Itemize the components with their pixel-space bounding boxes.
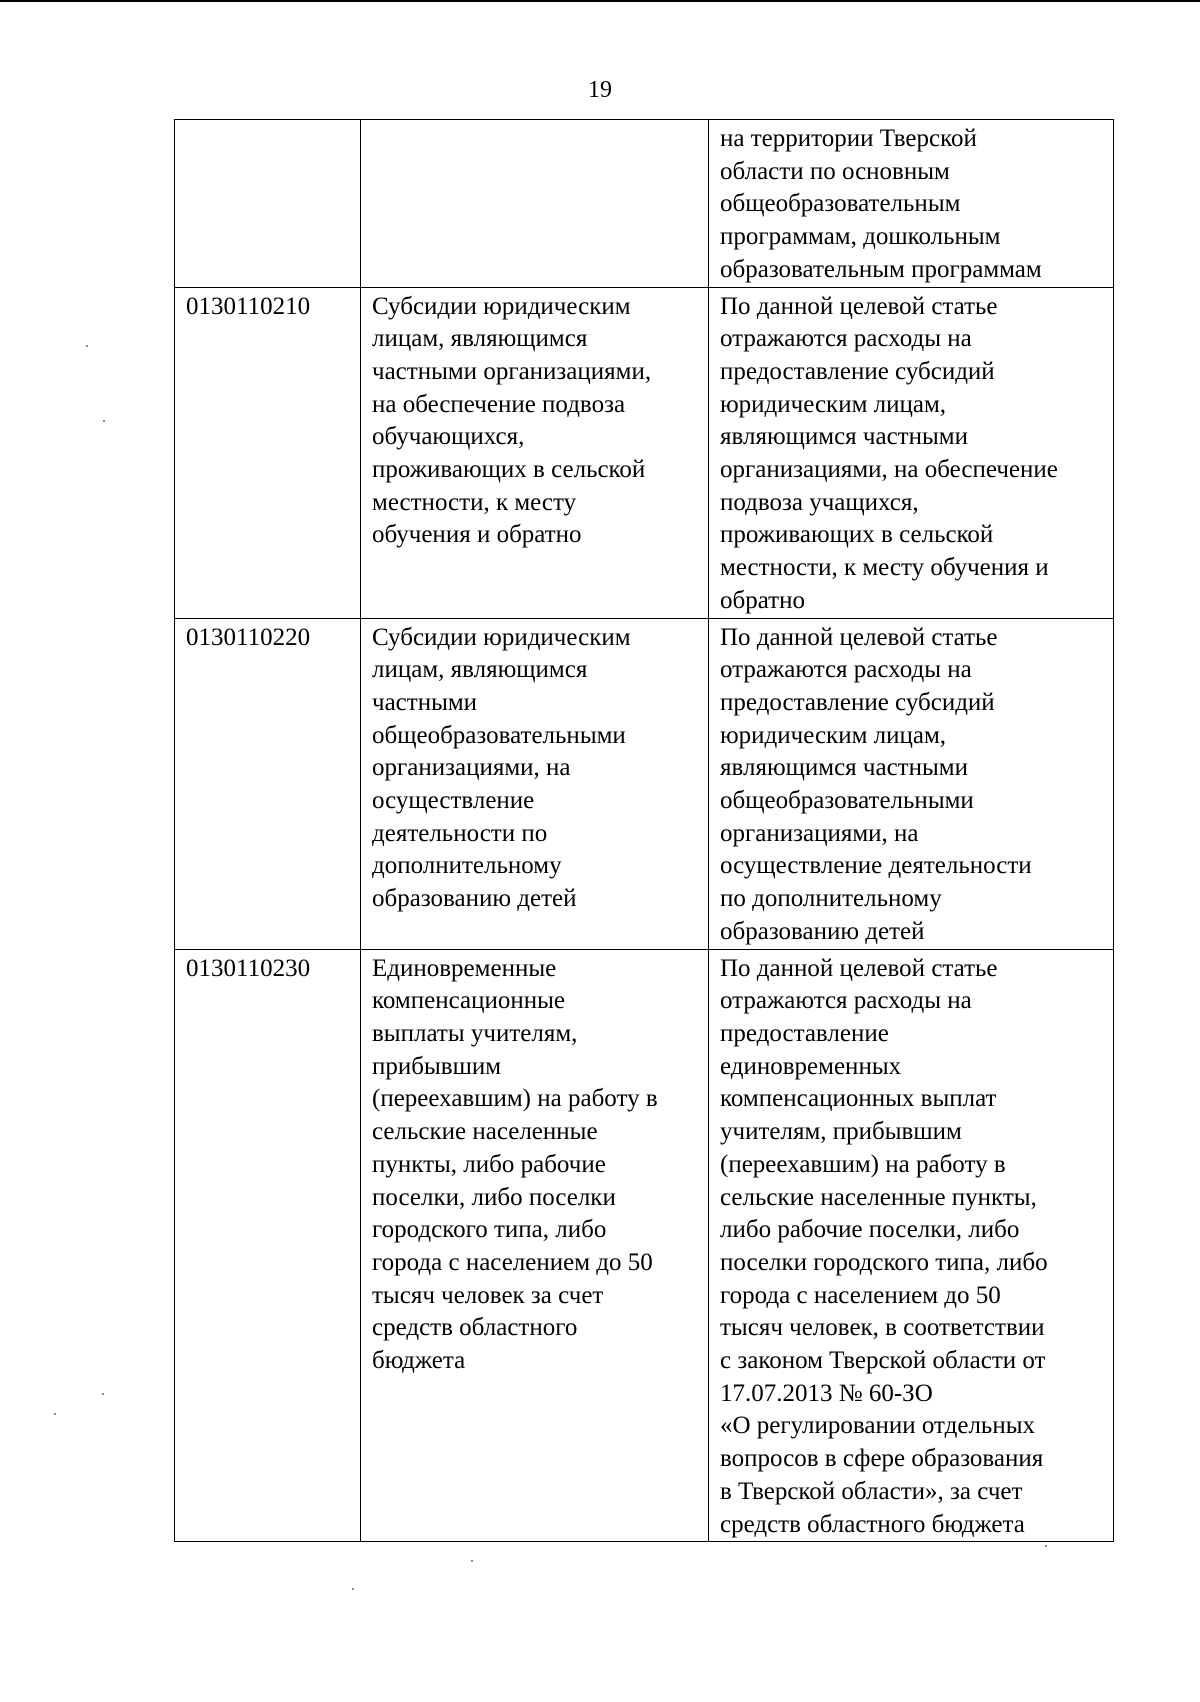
table-row — [175, 287, 1114, 618]
page-number: 19 — [588, 77, 612, 103]
description-cell: По данной целевой статье отражаются расходы на предоставление единовременных компенсационных выплат учителям, прибывшим (переехавшим) на работу в сельские населенные пункты, либо рабочие поселки, либо поселки городского типа, либо города с населением до 50 тысяч человек, в соответствии с законом Тверской области от 17.07.2013 № 60-ЗО «О регулировании отдельных вопросов в сфере образования в Тверской области», за счет средств областного бюджета — [709, 949, 1114, 1542]
name-cell: Субсидии юридическим лицам, являющимся частными общеобразовательными организациями, на осуществление деятельности по дополнительному образованию детей — [361, 618, 709, 949]
scan-speck — [86, 345, 88, 347]
scan-speck — [103, 420, 105, 422]
code-cell: 0130110220 — [175, 618, 361, 949]
code-cell: 0130110210 — [175, 287, 361, 618]
scan-speck — [1045, 1545, 1047, 1547]
scan-speck — [54, 1413, 56, 1415]
scan-speck — [102, 1393, 104, 1395]
description-cell: По данной целевой статье отражаются расходы на предоставление субсидий юридическим лицам, являющимся частными общеобразовательными организациями, на осуществление деятельности по дополнительному образованию детей — [709, 618, 1114, 949]
scan-speck — [471, 1560, 473, 1562]
table-row — [175, 120, 1114, 288]
name-cell: Субсидии юридическим лицам, являющимся частными организациями, на обеспечение подвоза обучающихся, проживающих в сельской местности, к месту обучения и обратно — [361, 287, 709, 618]
name-cell — [361, 120, 709, 288]
table-row — [175, 618, 1114, 949]
name-cell: Единовременные компенсационные выплаты учителям, прибывшим (переехавшим) на работу в сельские населенные пункты, либо рабочие поселки, либо поселки городского типа, либо города с населением до 50 тысяч человек за счет средств областного бюджета — [361, 949, 709, 1542]
scan-top-edge — [0, 0, 1200, 2]
table-row — [175, 949, 1114, 1542]
description-cell: на территории Тверской области по основным общеобразовательным программам, дошкольным образовательным программам — [709, 120, 1114, 288]
scan-speck — [352, 1588, 354, 1590]
description-cell: По данной целевой статье отражаются расходы на предоставление субсидий юридическим лицам, являющимся частными организациями, на обеспечение подвоза учащихся, проживающих в сельской местности, к месту обучения и обратно — [709, 287, 1114, 618]
code-cell — [175, 120, 361, 288]
budget-classification-table — [174, 119, 1114, 1542]
code-cell: 0130110230 — [175, 949, 361, 1542]
